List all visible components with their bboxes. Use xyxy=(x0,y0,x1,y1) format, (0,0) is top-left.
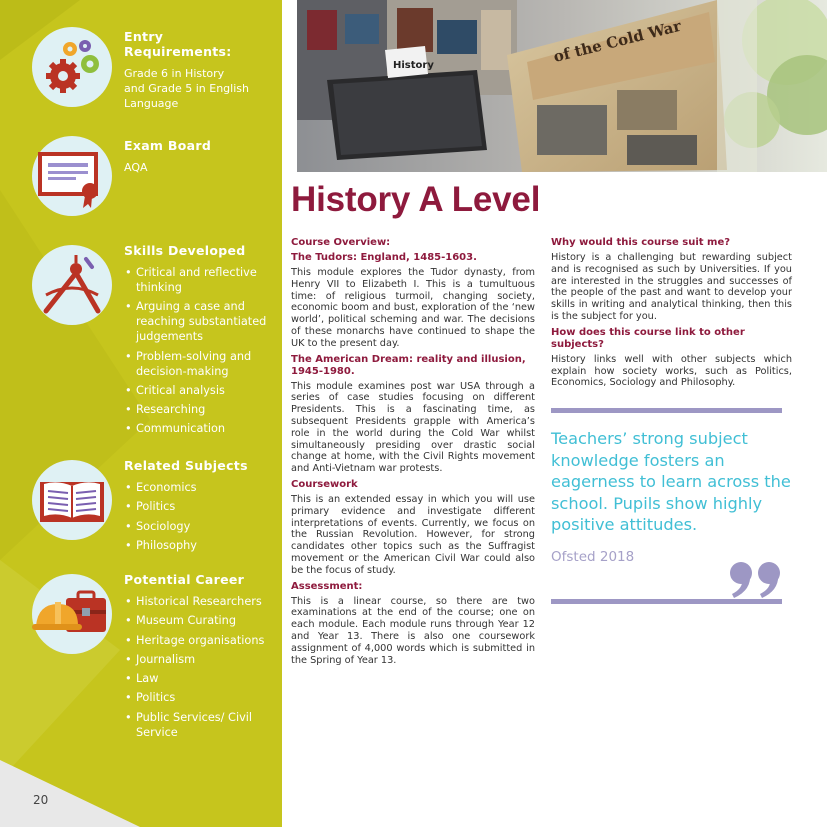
list-item: • Law xyxy=(124,671,274,686)
entry-requirements-line: Language xyxy=(124,97,179,110)
hero-card-label: History xyxy=(393,60,434,71)
list-item: • Politics xyxy=(124,690,274,705)
list-item: • Problem-solving and decision-making xyxy=(124,349,274,379)
ofsted-quote: Teachers’ strong subject knowledge fosters an eagerness to learn across the school. Pupils show highly positive attitudes. xyxy=(551,429,791,534)
exam-board-section xyxy=(124,138,274,175)
potential-career-heading: Potential Career xyxy=(124,572,245,587)
list-item: • Researching xyxy=(124,402,274,417)
skills-section xyxy=(124,243,274,441)
gears-icon xyxy=(32,27,112,107)
tudors-paragraph: This module explores the Tudor dynasty, from Henry VII to Elizabeth I. This is a tumultuous time: of religious turmoil, changing society, economic boom and bust, exploration of the ‘new world’, political scheming and war. The decisions of these monarchs have continued to shape the UK to the present day. xyxy=(291,267,535,349)
sidebar xyxy=(0,0,282,827)
course-links-paragraph: History links well with other subjects which explain how society works, such as Politics, Economics, Sociology and Philosophy. xyxy=(551,353,792,389)
list-item: • Arguing a case and reaching substantiated judgements xyxy=(124,299,274,344)
course-suitability-column xyxy=(551,237,792,393)
list-item: • Critical analysis xyxy=(124,383,274,398)
certificate-icon xyxy=(32,136,112,216)
list-item: • Sociology xyxy=(124,519,274,534)
compass-icon xyxy=(32,245,112,325)
page-number: 20 xyxy=(33,793,49,807)
list-item: • Politics xyxy=(124,499,274,514)
tudors-heading: The Tudors: England, 1485-1603. xyxy=(291,252,477,263)
potential-career-list xyxy=(124,594,274,740)
quote-divider-top xyxy=(551,408,782,413)
list-item: • Museum Curating xyxy=(124,613,274,628)
list-item: • Economics xyxy=(124,480,274,495)
potential-career-section xyxy=(124,572,274,744)
entry-requirements-section xyxy=(124,29,274,111)
skills-heading: Skills Developed xyxy=(124,243,246,258)
hardhat-toolbox-icon xyxy=(32,574,112,654)
related-subjects-list xyxy=(124,480,274,553)
list-item: • Journalism xyxy=(124,652,274,667)
coursework-paragraph: This is an extended essay in which you will use primary evidence and investigate different interpretations of events. Currently, we focus on the Russian Revolution. However, for strong candidates other topics such as the Suffragist movement or the American Civil War could also be the focus of study. xyxy=(291,493,535,576)
hero-poster-title: of the Cold War xyxy=(551,16,683,66)
why-course-heading: Why would this course suit me? xyxy=(551,237,731,248)
list-item: • Public Services/ Civil Service xyxy=(124,710,274,740)
american-dream-paragraph: This module examines post war USA through a series of case studies focusing on different Presidents. This is a fascinating time, as subsequent Presidents grapple with America’s role in the world during the Cold War whilst simultaneously presiding over drastic social change at home, with the Civil Rights movement and Anti-Vietnam war protests. xyxy=(291,380,535,475)
page-title: History A Level xyxy=(291,180,541,219)
list-item: • Philosophy xyxy=(124,538,274,553)
list-item: • Heritage organisations xyxy=(124,633,274,648)
related-subjects-heading: Related Subjects xyxy=(124,458,248,473)
course-links-heading: How does this course link to other subjects? xyxy=(551,326,745,350)
exam-board-heading: Exam Board xyxy=(124,138,212,153)
coursework-heading: Coursework xyxy=(291,478,358,490)
american-dream-heading: The American Dream: reality and illusion, 1945-1980. xyxy=(291,353,526,377)
entry-requirements-line: and Grade 5 in English xyxy=(124,82,249,95)
list-item: • Historical Researchers xyxy=(124,594,274,609)
assessment-paragraph: This is a linear course, so there are two examinations at the end of the course; one on each module. Each module runs through Year 12 and Year 13. There is also one coursework assignment of 4,000 words which is submitted in the Spring of Year 13. xyxy=(291,595,535,666)
entry-requirements-heading: Entry Requirements: xyxy=(124,29,232,59)
book-icon xyxy=(32,460,112,540)
assessment-heading: Assessment: xyxy=(291,580,363,592)
why-course-paragraph: History is a challenging but rewarding subject and is recognised as such by Universities. If you are interested in the struggles and successes of the people of the past and want to develop your skills in writing and analytical thinking, then this is the subject for you. xyxy=(551,252,792,322)
hero-photo xyxy=(297,0,827,172)
related-subjects-section xyxy=(124,458,274,557)
closing-quote-icon xyxy=(728,560,784,600)
course-overview-heading: Course Overview: xyxy=(291,237,391,248)
quote-divider-bottom xyxy=(551,599,782,604)
exam-board-value: AQA xyxy=(124,161,148,174)
skills-list xyxy=(124,265,274,436)
quote-source: Ofsted 2018 xyxy=(551,549,635,565)
course-details-column xyxy=(291,237,535,670)
list-item: • Critical and reflective thinking xyxy=(124,265,274,295)
list-item: • Communication xyxy=(124,421,274,436)
entry-requirements-line: Grade 6 in History xyxy=(124,67,225,80)
